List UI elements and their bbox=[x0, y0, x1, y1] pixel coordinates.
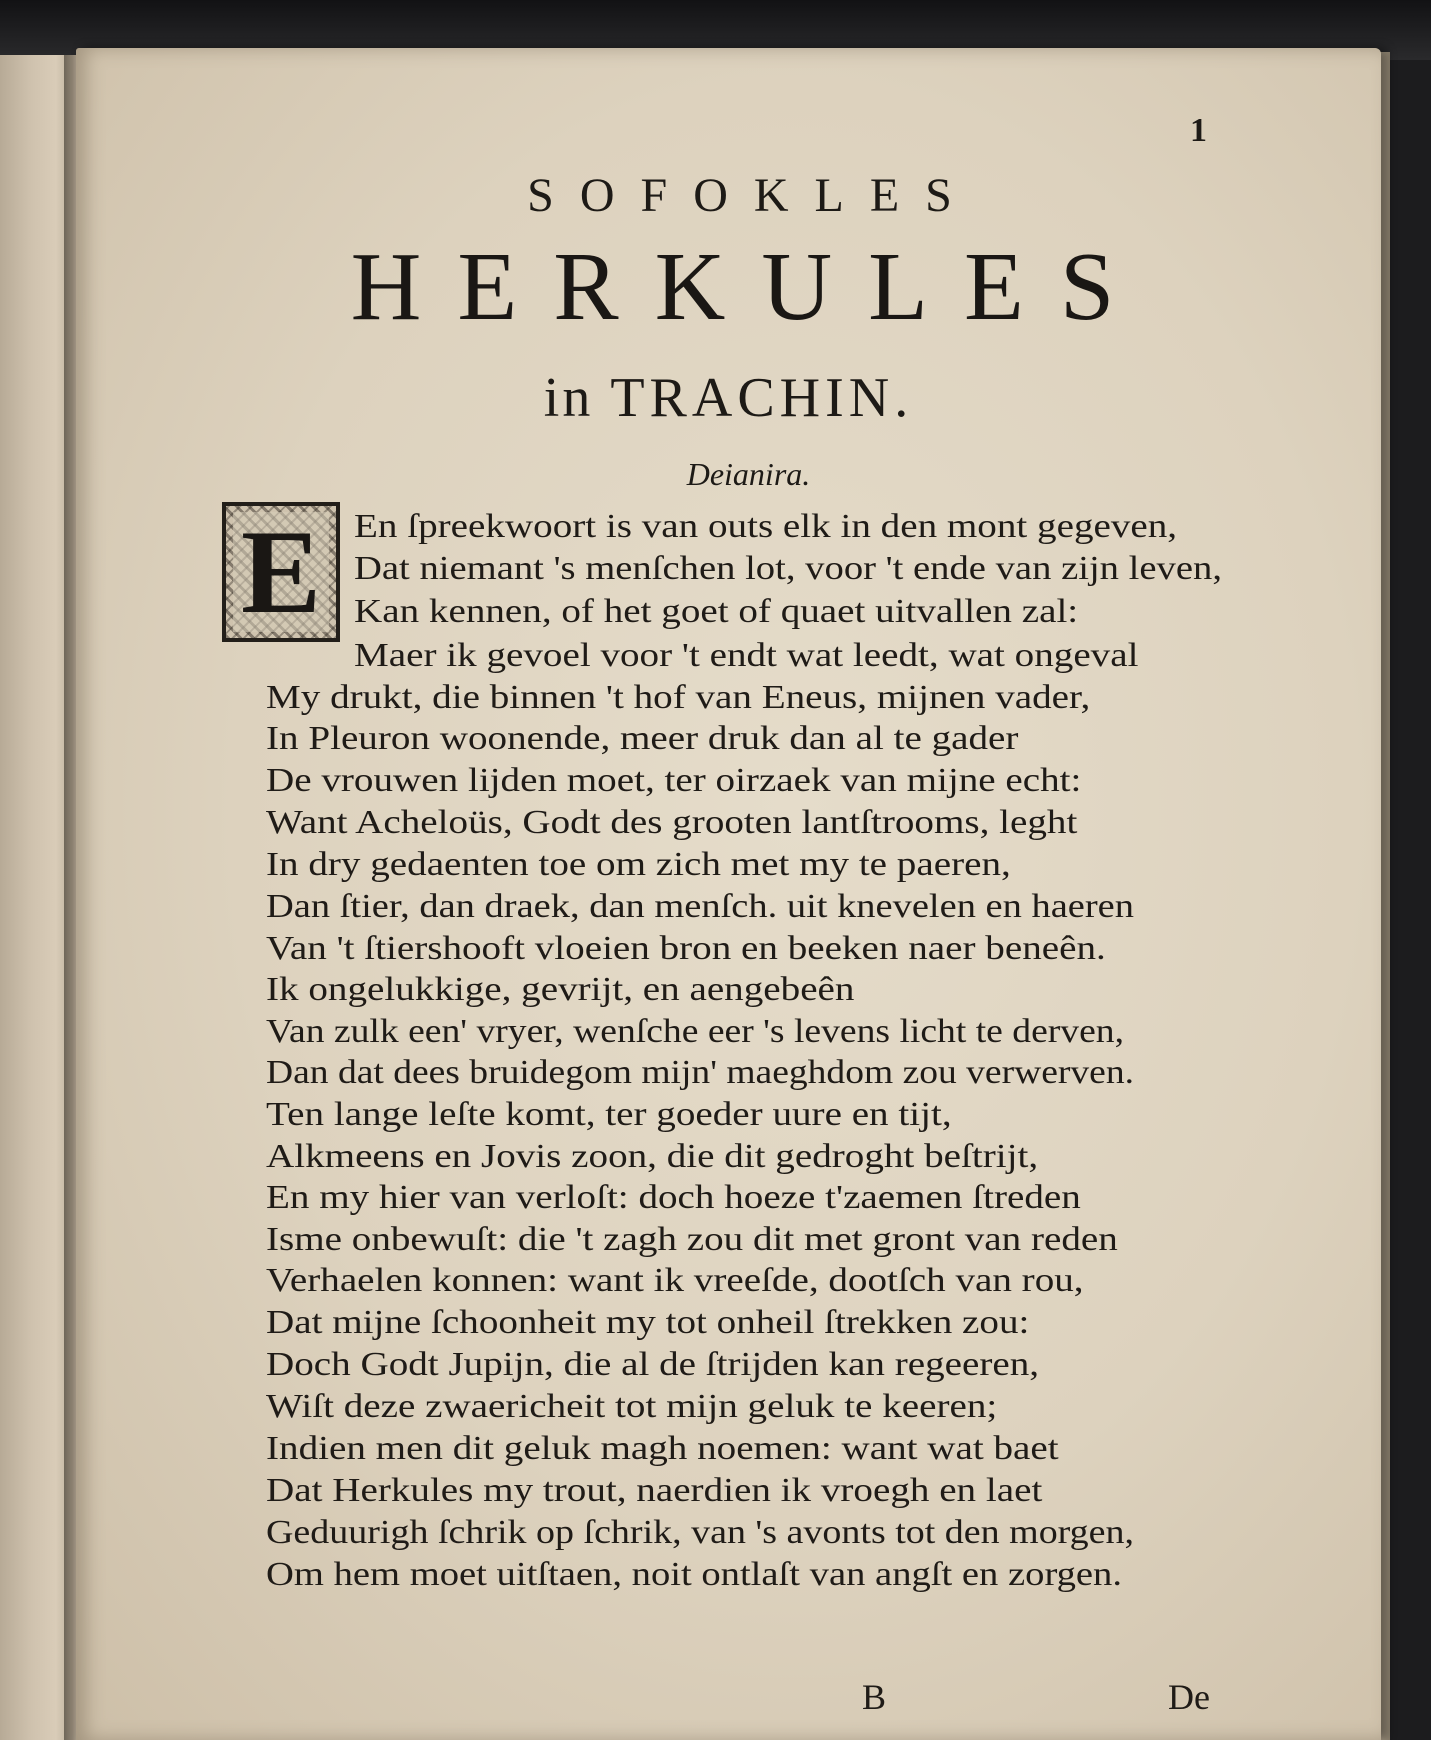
verse-line: Doch Godt Jupijn, die al de ſtrijden kan regeeren, bbox=[266, 1346, 1040, 1383]
verse-line: Maer ik gevoel voor 't endt wat leedt, wat ongeval bbox=[354, 637, 1139, 674]
subtitle-place: TRACHIN. bbox=[610, 367, 914, 429]
verse-line: Van 't ſtiershooft vloeien bron en beeken naer beneên. bbox=[266, 930, 1106, 967]
verse-line: Wiſt deze zwaericheit tot mijn geluk te keeren; bbox=[266, 1388, 998, 1425]
verse-line: Verhaelen konnen: want ik vreeſde, dootſch van rou, bbox=[266, 1262, 1084, 1299]
verse-line: My drukt, die binnen 't hof van Eneus, mijnen vader, bbox=[266, 679, 1091, 716]
verse-line: Dat Herkules my trout, naerdien ik vroegh en laet bbox=[266, 1472, 1043, 1509]
page-number: 1 bbox=[1190, 112, 1207, 149]
decorated-initial bbox=[222, 502, 340, 642]
play-title: HERKULES bbox=[350, 233, 1151, 341]
verse-line: Alkmeens en Jovis zoon, die dit gedroght beſtrijt, bbox=[266, 1138, 1039, 1175]
verse-line: Ik ongelukkige, gevrijt, en aengebeên bbox=[266, 971, 855, 1008]
author-heading: SOFOKLES bbox=[527, 169, 978, 222]
verse-line: Om hem moet uitſtaen, noit ontlaſt van angſt en zorgen. bbox=[266, 1556, 1122, 1593]
verse-line: Ten lange leſte komt, ter goeder uure en tijt, bbox=[266, 1096, 952, 1133]
verse-line: Dat niemant 's menſchen lot, voor 't ende van zijn leven, bbox=[354, 550, 1222, 587]
verse-line: Indien men dit geluk magh noemen: want wat baet bbox=[266, 1430, 1059, 1467]
signature-mark: B bbox=[862, 1677, 887, 1717]
verse-line: Van zulk een' vryer, wenſche eer 's levens licht te derven, bbox=[266, 1013, 1124, 1050]
subtitle-prefix: in bbox=[543, 367, 594, 429]
facing-page-edge bbox=[0, 55, 70, 1740]
verse-line: Want Acheloüs, Godt des grooten lantſtrooms, leght bbox=[266, 804, 1078, 841]
verse-line: En my hier van verloſt: doch hoeze t'zaemen ſtreden bbox=[266, 1179, 1081, 1216]
speaker-name: Deianira. bbox=[686, 456, 811, 492]
verse-line: Dan ſtier, dan draek, dan menſch. uit knevelen en haeren bbox=[266, 888, 1134, 925]
verse-line: Dat mijne ſchoonheit my tot onheil ſtrekken zou: bbox=[266, 1304, 1030, 1341]
verse-line: En ſpreekwoort is van outs elk in den mont gegeven, bbox=[354, 508, 1178, 545]
verse-line: Isme onbewuſt: die 't zagh zou dit met gront van reden bbox=[266, 1221, 1118, 1258]
verse-line: Kan kennen, of het goet of quaet uitvallen zal: bbox=[354, 593, 1079, 630]
drop-cap-letter: E bbox=[233, 512, 329, 632]
verse-line: De vrouwen lijden moet, ter oirzaek van mijne echt: bbox=[266, 762, 1082, 799]
play-subtitle bbox=[76, 366, 1381, 430]
verse-line: In dry gedaenten toe om zich met my te paeren, bbox=[266, 846, 1011, 883]
verse-line: Geduurigh ſchrik op ſchrik, van 's avonts tot den morgen, bbox=[266, 1514, 1134, 1551]
verse-line: In Pleuron woonende, meer druk dan al te gader bbox=[266, 720, 1019, 757]
verse-line: Dan dat dees bruidegom mijn' maeghdom zou verwerven. bbox=[266, 1054, 1134, 1091]
catchword: De bbox=[1168, 1677, 1210, 1717]
